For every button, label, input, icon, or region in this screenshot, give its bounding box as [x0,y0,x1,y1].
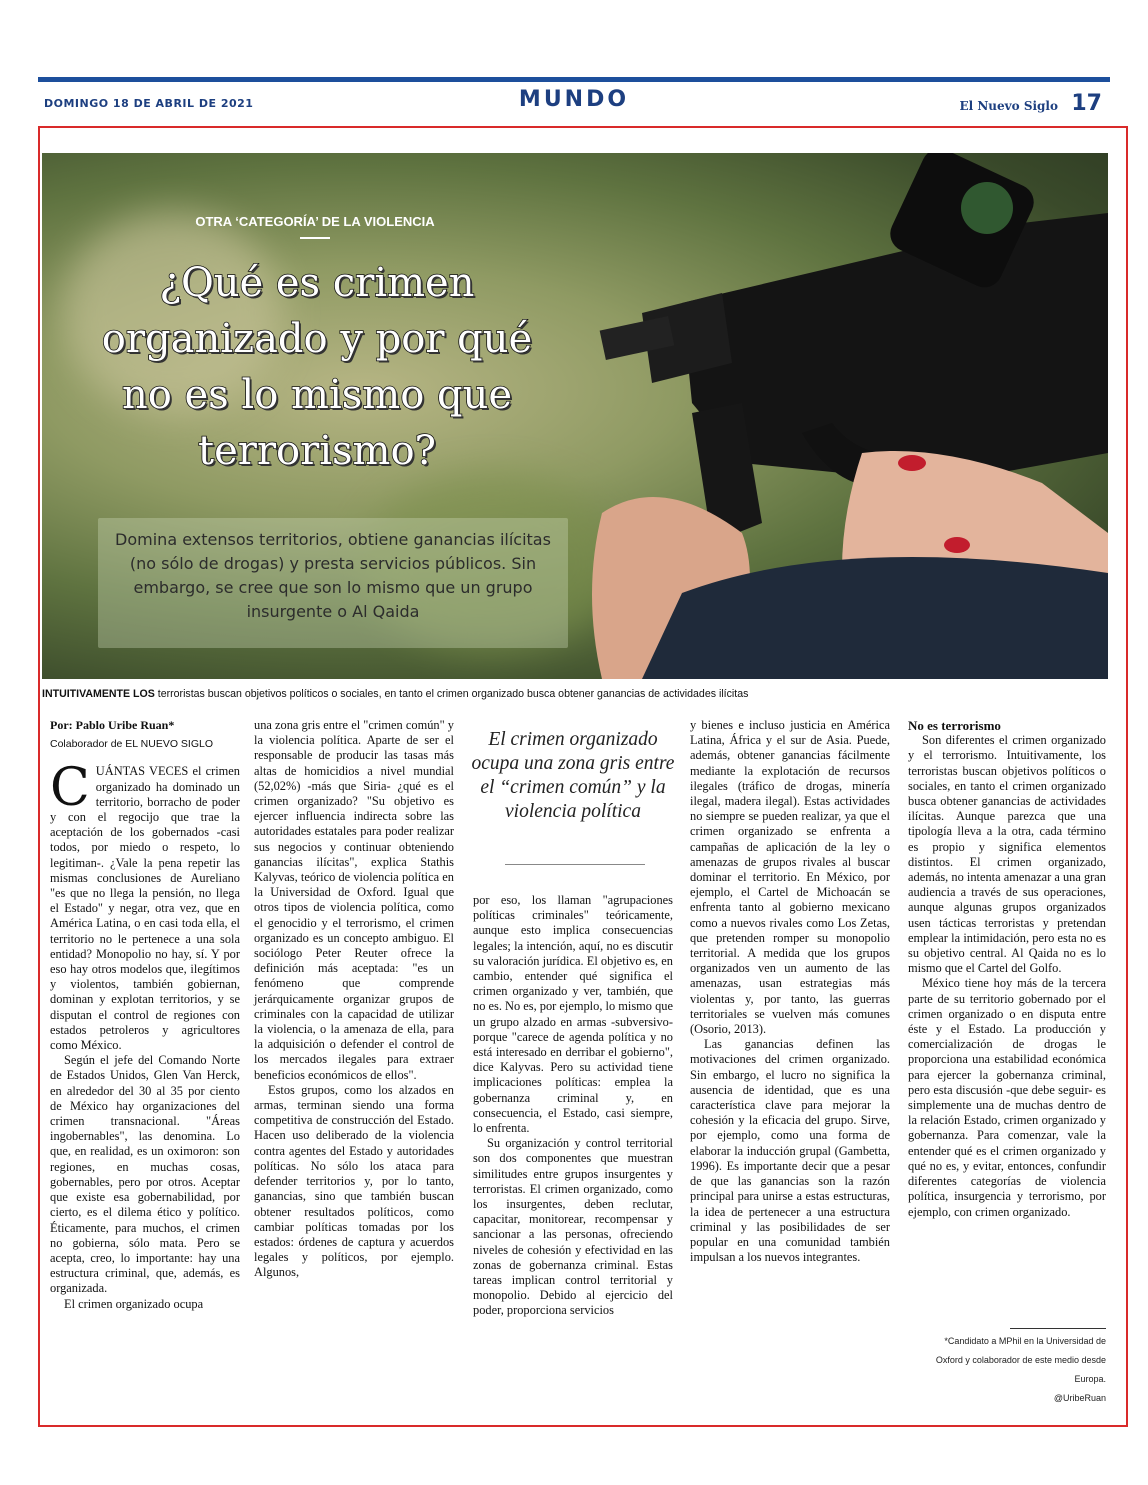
paragraph: por eso, los llaman "agrupaciones políticas criminales" teóricamente, aunque esto implica consecuencias legales; la intención, aquí, no es discutir su valoración jurídica. El objetivo es, en cambio, entender qué significa el crimen organizado y ver, también, que no es. No es, por ejemplo, lo mismo que un grupo alzado en armas -subversivo- porque "carece de agenda política y no está interesado en derribar el gobierno", dice Kalyvas. Pero su actividad tiene implicaciones políticas: emplea la gobernanza criminal y, en consecuencia, el Estado, casi siempre, lo enfrenta. [473,893,673,1136]
headline [92,255,542,479]
column-1 [50,718,240,1312]
section-title: MUNDO [518,87,630,112]
page-header [38,77,1110,115]
lead-paragraph [50,758,240,1053]
footnote-handle: @UribeRuan [1053,1393,1106,1403]
paragraph: Según el jefe del Comando Norte de Estados Unidos, Glen Van Herck, en alrededor del 30 al 35 por ciento de México hay organizaciones del crimen transnacional. "Áreas ingobernables", las denomina. Lo que, en realidad, es un oximoron: son regiones, en muchas cosas, gobernables, pero por otros. Aceptar que existe esa gobernabilidad, por cierto, es el dilema ético y político. Éticamente, para muchos, el crimen no gobierna, sólo mata. Pero se acepta, creo, lo importante: hay una estructura criminal, que, además, es organizada. [50,1053,240,1296]
paragraph: Estos grupos, como los alzados en armas, terminan siendo una forma competitiva de construcción del Estado. Hacen uso deliberado de la violencia contra agentes del Estado y autoridades políticas. No sólo los ataca para defender territorios y, por lo tanto, ganancias, sino que también buscan obtener resultados políticos, como cambiar políticas tomadas por los estados: órdenes de captura y acuerdos legales y políticos, por ejemplo. Algunos, [254,1082,454,1280]
header-rule [38,77,1110,82]
paragraph: Son diferentes el crimen organizado y el terrorismo. Intuitivamente, los terroristas buscan objetivos políticos o sociales, en tanto el crimen organizado busca obtener ganancias de actividades ilícitas. Aunque parezca que una tipología lleva a la otra, cada término es propio y significa elementos distintos. El crimen organizado, además, no intenta amenazar a una gran audiencia a través de sus operaciones, aunque algunas grupos organizados usen tácticas terroristas y pretendan emplear la intimidación, pero esta no es su objetivo central. Al Qaida no es lo mismo que el Cartel del Golfo. [908,733,1106,976]
byline-author: Por: Pablo Uribe Ruan* [50,718,175,732]
author-footnote [908,1332,1106,1408]
pull-quote: El crimen organizado ocupa una zona gris entre el “crimen común” y la violencia política [471,729,675,822]
deck-box [98,518,568,648]
paragraph: y bienes e incluso justicia en América Latina, África y el sur de Asia. Puede, además, obtener ganancias fácilmente mediante la explotación de recursos ilegales (tráfico de drogas, minería ilegal, madera ilegal). Estas actividades no siempre se pueden realizar, ya que el crimen organizado se enfrenta a campañas de aplicación de la ley o amenazas de grupos rivales al buscar dominar el territorio. En México, por ejemplo, el Cartel de Michoacán se enfrenta tanto al gobierno mexicano como a nuevos rivales como Los Zetas, que pretenden romper su monopolio territorial. A medida que los grupos organizados ven un aumento de las amenazas, usan estrategias más violentas y, por tanto, las guerras territoriales se vuelven más comunes (Osorio, 2013). [690,718,890,1037]
footnote-rule [1010,1328,1106,1329]
drop-cap: C [50,758,90,819]
caption-text: terroristas buscan objetivos políticos o sociales, en tanto el crimen organizado busca obtener ganancias de actividades ilícitas [154,688,749,700]
paragraph: Su organización y control territorial son dos componentes que muestran similitudes entre grupos insurgentes y terroristas. El crimen organizado, como los insurgentes, deben reclutar, capacitar, monitorear, recompensar y sancionar a las personas, ofreciendo niveles de cohesión y efectividad en las zonas de gobernanza criminal. Estas tareas implican control territorial y monopolio. Debido al ejercicio del poder, proporciona servicios [473,1136,673,1318]
headline-line: ¿Qué es crimen [159,260,475,306]
pull-quote-rule [505,864,645,865]
paragraph: Las ganancias definen las motivaciones del crimen organizado. Sin embargo, el lucro no significa la ausencia de identidad, que es una característica clave para mejorar la cohesión y la eficacia del grupo. Sirve, por ejemplo, como una forma de elaborar la inducción grupal (Gambetta, 1996). Es importante decir que a pesar de que las ganancias son la razón principal para unirse a estas estructuras, la idea de pertenecer a una estructura criminal y las posibilidades de ser popular en una comunidad también impulsan a los nuevos integrantes. [690,1037,890,1265]
footnote-line: Oxford y colaborador de este medio desde [935,1355,1106,1365]
kicker-rule [300,237,330,239]
page-number: 17 [1071,91,1102,116]
column-3 [473,893,673,1319]
column-4 [690,718,890,1265]
column-2 [254,718,454,1281]
headline-line: organizado y por qué [101,316,533,362]
paragraph: una zona gris entre el "crimen común" y la violencia política. Aparte de ser el responsable de producir las tasas más altas de homicidios a nivel mundial (52,02%) -más que Siria- ¿qué es el crimen organizado? "Su objetivo es ejercer influencia indirecta sobre las autoridades estatales para poder realizar sus negocios y continuar obteniendo ganancias ilícitas", explica Stathis Kalyvas, teórico de violencia política en la Universidad de Oxford. Igual que otros tipos de violencia política, como el genocidio y el terrorismo, el crimen organizado es un concepto ambiguo. El sociólogo Peter Reuter ofrece la definición más aceptada: "es un fenómeno que comprende jerárquicamente organizar grupos de criminales con la capacidad de utilizar la violencia, o la amenaza de ella, para la adquisición o defender el control de los mercados ilegales para extraer beneficios económicos de ellos". [254,718,454,1082]
paragraph: México tiene hoy más de la tercera parte de su territorio gobernado por el crimen organizado o en disputa entre éste y el Estado. La producción y comercialización de drogas le proporciona una estabilidad económica para ejercer la gobernanza criminal, pero esta discusión -que debe seguir- es simplemente una de muchas dentro de la relación Estado, crimen organizado y gobernanza. Para comenzar, vale la entender qué es el crimen organizado y qué no es, y evitar, entonces, confundir diferentes categorías de violencia política, insurgencia y terrorismo, por ejemplo, con crimen organizado. [908,976,1106,1219]
footnote-line: *Candidato a MPhil en la Universidad de [944,1336,1106,1346]
deck-text: Domina extensos territorios, obtiene ganancias ilícitas (no sólo de drogas) y presta servicios públicos. Sin embargo, se cree que son lo mismo que un grupo insurgente o Al Qaida [115,530,551,621]
subhead: No es terrorismo [908,718,1001,733]
byline-role: Colaborador de EL NUEVO SIGLO [50,738,214,751]
headline-line: no es lo mismo que [121,372,513,418]
lead-text: UÁNTAS VECES el crimen organizado ha dominado un territorio, borracho de poder y con el regocijo que trae la aceptación de los gobernados -casi todos, por miedo o respeto, lo legitiman-. ¿Vale la pena repetir las mismas conclusiones de Aureliano "es que no llega la pensión, no llega el Estado" y negar, otra vez, que en América Latina, o en casi toda ella, el territorio no le pertenece a una sola entidad? Monopolio no hay, sí. Y por eso hay otros modelos que, ilegítimos y violentos, también gobiernan, dominan y explotan territorios, y se disputan el control de regiones con estados petroleros y agricultores como México. [50,764,240,1053]
caption-lead: INTUITIVAMENTE LOS [42,688,155,700]
footnote-line: Europa. [1074,1374,1106,1384]
headline-line: terrorismo? [198,428,436,474]
kicker: OTRA ‘CATEGORÍA’ DE LA VIOLENCIA [195,214,435,229]
issue-date: DOMINGO 18 DE ABRIL DE 2021 [44,97,254,110]
photo-caption [42,688,1108,700]
column-5 [908,718,1106,1220]
paragraph: El crimen organizado ocupa [64,1296,204,1311]
newspaper-name: El Nuevo Siglo [959,99,1058,113]
